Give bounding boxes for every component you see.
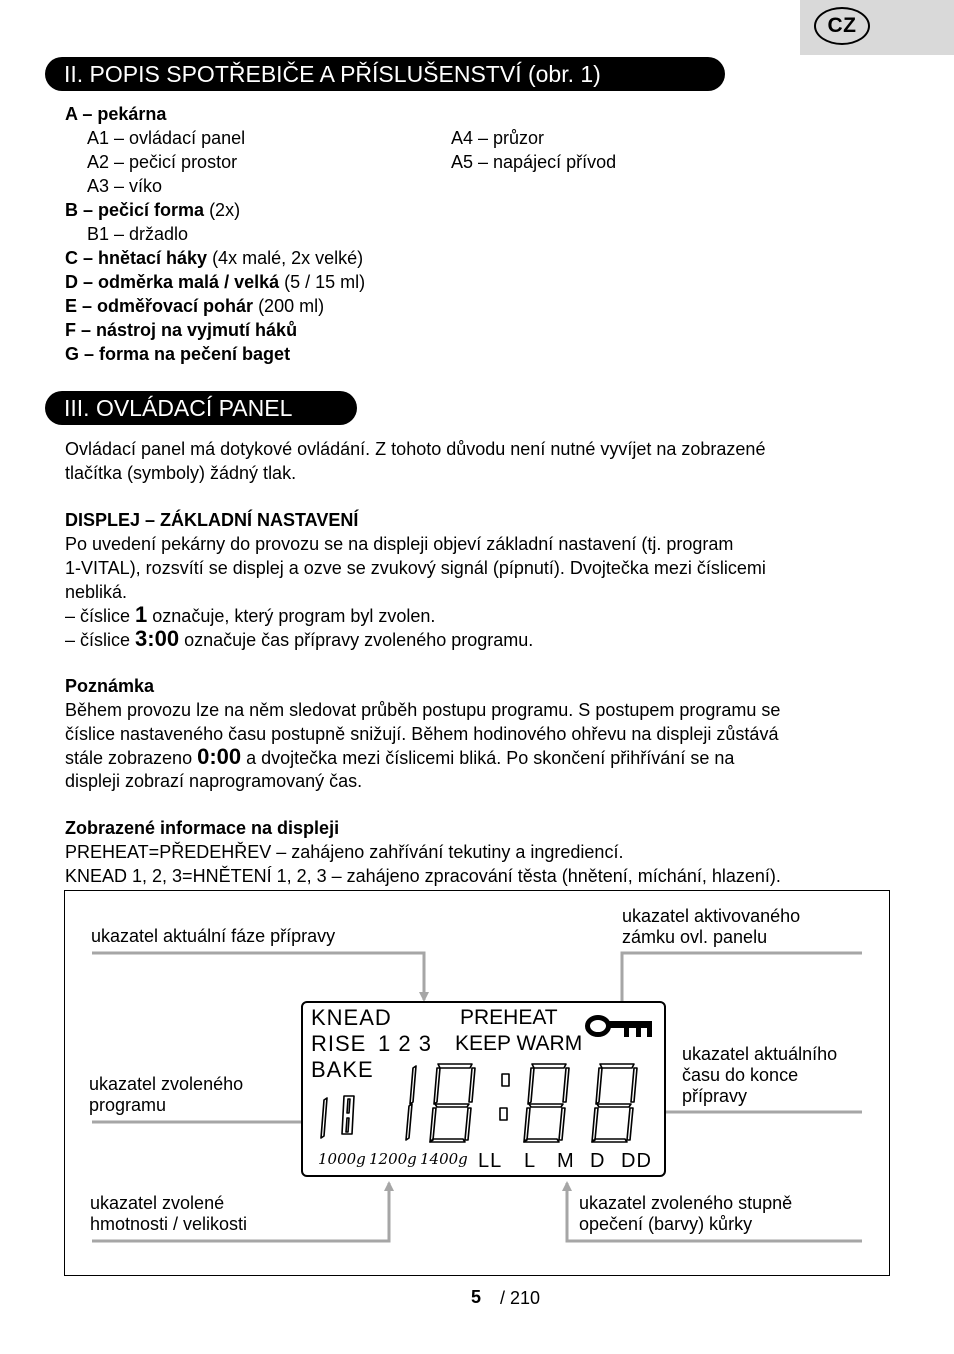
label-time-indicator-3: přípravy — [682, 1086, 748, 1106]
part-g: G – forma na pečení baget — [65, 344, 291, 364]
label-program-indicator-1: ukazatel zvoleného — [89, 1074, 244, 1094]
part-a1: A1 – ovládací panel — [87, 128, 246, 148]
intro-line-2: tlačítka (symboly) žádný tlak. — [65, 463, 297, 483]
page-total: / 210 — [500, 1288, 541, 1308]
lcd-crust-l: L — [524, 1150, 537, 1172]
label-lock-indicator-2: zámku ovl. panelu — [622, 927, 768, 947]
display-line-5: – číslice 3:00 označuje čas přípravy zvoleného programu. — [65, 626, 534, 651]
label-time-indicator-2: času do konce — [682, 1065, 799, 1085]
language-badge: CZ — [814, 7, 870, 45]
part-a2: A2 – pečicí prostor — [87, 152, 238, 172]
lcd-preheat: PREHEAT — [460, 1006, 558, 1029]
label-program-indicator-2: programu — [89, 1095, 167, 1115]
part-a4: A4 – průzor — [451, 128, 545, 148]
label-time-indicator-1: ukazatel aktuálního — [682, 1044, 838, 1064]
lcd-phase-numbers: 1 2 3 — [378, 1031, 432, 1056]
part-d: D – odměrka malá / velká (5 / 15 ml) — [65, 272, 366, 292]
label-weight-indicator-1: ukazatel zvolené — [90, 1193, 225, 1213]
note-line-2: číslice nastaveného času postupně snižují. Během hodinového ohřevu na displeji zůstává — [65, 724, 779, 744]
lcd-weight-1200: 1200g — [369, 1150, 417, 1168]
lcd-crust-ll: LL — [478, 1150, 503, 1172]
program-digit-outline — [321, 1096, 354, 1138]
lcd-bake: BAKE — [311, 1057, 374, 1082]
note-line-4: displeji zobrazí naprogramovaný čas. — [65, 771, 363, 791]
lcd-weight-1400: 1400g — [420, 1150, 468, 1168]
display-line-2: 1-VITAL), rozsvítí se displej a ozve se zvukový signál (pípnutí). Dvojtečka mezi číslicemi — [65, 558, 766, 578]
lcd-crust-m: M — [557, 1150, 575, 1172]
lcd-crust-dd: DD — [621, 1150, 652, 1172]
display-line-1: Po uvedení pekárny do provozu se na displeji objeví základní nastavení (tj. program — [65, 534, 734, 554]
part-a5: A5 – napájecí přívod — [451, 152, 617, 172]
lcd-crust-d: D — [590, 1150, 606, 1172]
label-lock-indicator-1: ukazatel aktivovaného — [622, 906, 801, 926]
lcd-knead: KNEAD — [311, 1005, 392, 1030]
label-weight-indicator-2: hmotnosti / velikosti — [90, 1214, 248, 1234]
part-f: F – nástroj na vyjmutí háků — [65, 320, 298, 340]
lcd-rise: RISE — [311, 1031, 367, 1056]
lcd-weight-1000: 1000g — [318, 1150, 366, 1168]
hour-ones-outline — [430, 1064, 475, 1142]
info-line-2: KNEAD 1, 2, 3=HNĚTENÍ 1, 2, 3 – zahájeno zpracování těsta (hnětení, míchání, hlazení). — [65, 866, 781, 886]
intro-line-1: Ovládací panel má dotykové ovládání. Z tohoto důvodu není nutné vyvíjet na zobrazené — [65, 439, 766, 459]
part-a3: A3 – víko — [87, 176, 163, 196]
minute-ones-outline — [592, 1064, 637, 1142]
label-crust-indicator-1: ukazatel zvoleného stupně — [579, 1193, 793, 1213]
lcd-keep-warm: KEEP WARM — [455, 1032, 583, 1055]
info-line-1: PREHEAT=PŘEDEHŘEV – zahájeno zahřívání tekutiny a ingrediencí. — [65, 842, 624, 862]
display-line-4: – číslice 1 označuje, který program byl zvolen. — [65, 602, 436, 627]
section-2-heading: II. POPIS SPOTŘEBIČE A PŘÍSLUŠENSTVÍ (obr. 1) — [45, 57, 725, 91]
part-e: E – odměřovací pohár (200 ml) — [65, 296, 325, 316]
page-number: 5 — [471, 1287, 482, 1307]
lcd-seven-segment-digits — [318, 1062, 658, 1148]
display-heading: DISPLEJ – ZÁKLADNÍ NASTAVENÍ — [65, 510, 359, 530]
part-a-heading: A – pekárna — [65, 104, 167, 124]
note-line-1: Během provozu lze na něm sledovat průběh postupu programu. S postupem programu se — [65, 700, 781, 720]
part-c: C – hnětací háky (4x malé, 2x velké) — [65, 248, 364, 268]
part-b1: B1 – držadlo — [87, 224, 189, 244]
lock-key-icon — [584, 1012, 654, 1044]
label-crust-indicator-2: opečení (barvy) kůrky — [579, 1214, 753, 1234]
info-heading: Zobrazené informace na displeji — [65, 818, 340, 838]
part-b: B – pečicí forma (2x) — [65, 200, 241, 220]
note-line-3: stále zobrazeno 0:00 a dvojtečka mezi číslicemi bliká. Po skončení přihřívání se na — [65, 744, 735, 769]
note-heading: Poznámka — [65, 676, 155, 696]
minute-tens-outline — [524, 1064, 569, 1142]
label-phase-indicator: ukazatel aktuální fáze přípravy — [91, 926, 336, 946]
hour-tens-outline — [406, 1066, 416, 1140]
section-3-heading: III. OVLÁDACÍ PANEL — [45, 391, 357, 425]
display-line-3: nebliká. — [65, 582, 128, 602]
